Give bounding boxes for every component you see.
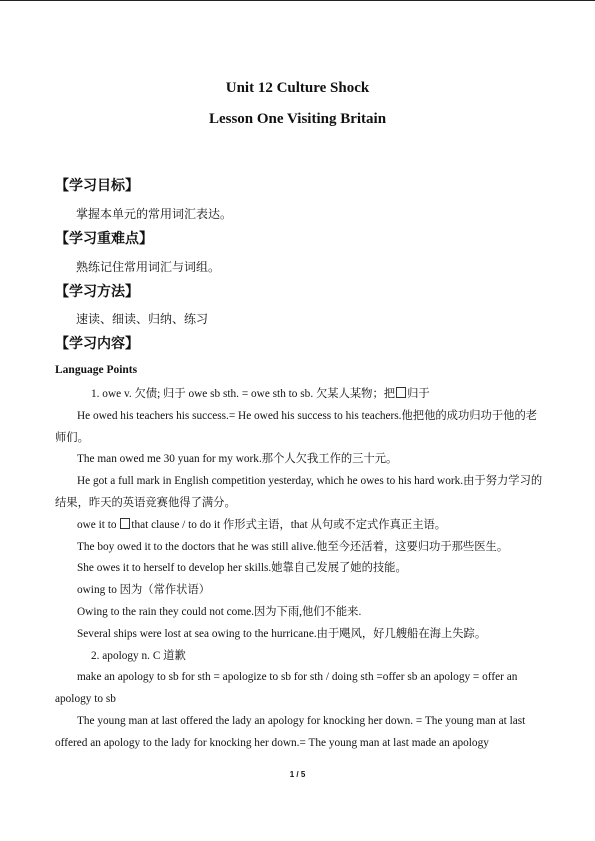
example-sentence: Owing to the rain they could not come.因为下雨,他们不能来. xyxy=(77,605,362,618)
content-heading: 【学习内容】 xyxy=(55,336,139,352)
example-sentence: She owes it to herself to develop her skills.她靠自己发展了她的技能。 xyxy=(77,562,407,575)
example-sentence: Several ships were lost at sea owing to the hurricane.由于飓风，好几艘船在海上失踪。 xyxy=(77,627,487,640)
goal-text: 掌握本单元的常用词汇表达。 xyxy=(76,207,233,221)
example-sentence: make an apology to sb for sth = apologize to sb for sth / doing sth =offer sb an apology = offer an apology to sb xyxy=(55,671,518,706)
point-1-heading: 1. owe v. 欠债; 归于 owe sb sth. = owe sth to sb. 欠某人某物；把 归于 xyxy=(91,388,430,400)
example-sentence: The young man at last offered the lady an apology for knocking her down. = The young man at last offered an apology to the lady for knocking her down.= The young man at last made an apology xyxy=(55,714,526,749)
lesson-title: Lesson One Visiting Britain xyxy=(208,111,387,127)
example-sentence: The boy owed it to the doctors that he was still alive.他至今还活着，这要归功于那些医生。 xyxy=(77,540,509,553)
box-placeholder xyxy=(396,387,406,398)
example-sentence: He got a full mark in English competition yesterday, which he owes to his hard work.由于努力学习的结果，昨天的英语竞赛他得了满分。 xyxy=(55,475,543,509)
top-rule xyxy=(0,0,595,1)
language-points-heading: Language Points xyxy=(55,364,138,376)
key-points-heading: 【学习重难点】 xyxy=(55,231,153,247)
lesson-content xyxy=(55,384,545,755)
example-sentence: The man owed me 30 yuan for my work.那个人欠我工作的三十元。 xyxy=(77,453,398,466)
box-placeholder xyxy=(120,518,130,529)
key-points-text: 熟练记住常用词汇与词组。 xyxy=(76,260,221,274)
page-number: 1 / 5 xyxy=(289,770,306,779)
method-text: 速读、细读、归纳、练习 xyxy=(76,312,209,326)
example-sentence: He owed his teachers his success.= He owed his success to his teachers.他把他的成功归功于他的老师们。 xyxy=(55,409,538,444)
owe-it-to-rule: owe it to that clause / to do it 作形式主语，that 从句或不定式作真正主语。 xyxy=(77,518,447,531)
owing-to-rule: owing to 因为（常作状语） xyxy=(77,584,211,597)
goal-heading: 【学习目标】 xyxy=(55,178,139,194)
method-heading: 【学习方法】 xyxy=(55,284,139,300)
point-2-heading: 2. apology n. C 道歉 xyxy=(91,649,186,662)
unit-title: Unit 12 Culture Shock xyxy=(225,80,370,96)
